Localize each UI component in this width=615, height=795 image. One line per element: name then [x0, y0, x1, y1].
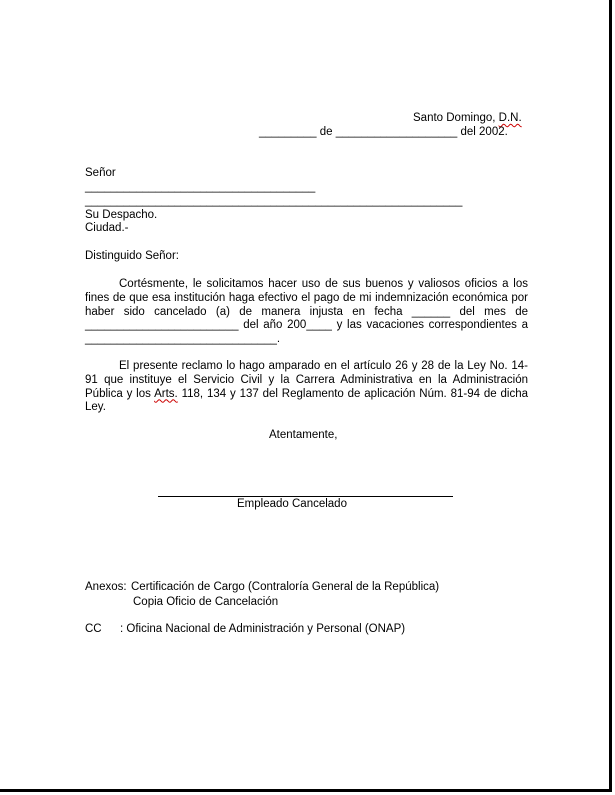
date-year: del 2002.	[460, 126, 508, 138]
cc-value: : Oficina Nacional de Administración y Personal (ONAP)	[120, 623, 406, 635]
greeting: Distinguido Señor:	[85, 250, 179, 262]
paragraph-2-text-b: 118, 134 y 137 del Reglamento de aplicación Núm. 81-94 de dicha Ley.	[85, 387, 528, 414]
paragraph-2-arts: Arts.	[154, 387, 178, 400]
signature-line	[158, 496, 453, 497]
ciudad: Ciudad.-	[85, 222, 129, 234]
body-paragraph-1	[85, 278, 528, 347]
date-de: de	[319, 126, 333, 138]
addressee-line-1: ____________________________________	[85, 181, 316, 193]
annex-item-2: Copia Oficio de Cancelación	[133, 596, 279, 608]
place-line	[413, 112, 522, 125]
city-abbrev: D.N.	[498, 112, 522, 124]
signature-label: Empleado Cancelado	[237, 498, 347, 510]
body-paragraph-2	[85, 360, 528, 415]
date-blank-month: ___________________	[335, 126, 458, 138]
su-despacho: Su Despacho.	[85, 209, 158, 221]
city-prefix: Santo Domingo,	[413, 112, 499, 124]
cc-label: CC	[85, 623, 102, 635]
paragraph-1-text: Cortésmente, le solicitamos hacer uso de sus buenos y valiosos oficios a los fines de que esa institución haga efectivo el pago de mi indemnización económica por haber sido cancelado (a) de manera injusta en fecha ______ del mes de ________________________ del año 200____ y las vacaciones correspondientes a ______________________________.	[85, 278, 528, 346]
annexes-label: Anexos:	[85, 581, 127, 593]
addressee-line-2: ___________________________________________________________	[85, 195, 463, 207]
date-line	[259, 126, 508, 139]
salutation-title: Señor	[85, 167, 116, 179]
paragraph-2-text-a: El presente reclamo lo hago amparado en el artículo 26 y 28 de la Ley No. 14-91 que instituye el Servicio Civil y la Carrera Administrativa en la Administración Pública y los	[85, 360, 528, 400]
date-blank-day: _________	[259, 126, 317, 138]
annex-item-1: Certificación de Cargo (Contraloría General de la República)	[131, 581, 440, 593]
atentamente: Atentamente,	[269, 429, 338, 441]
